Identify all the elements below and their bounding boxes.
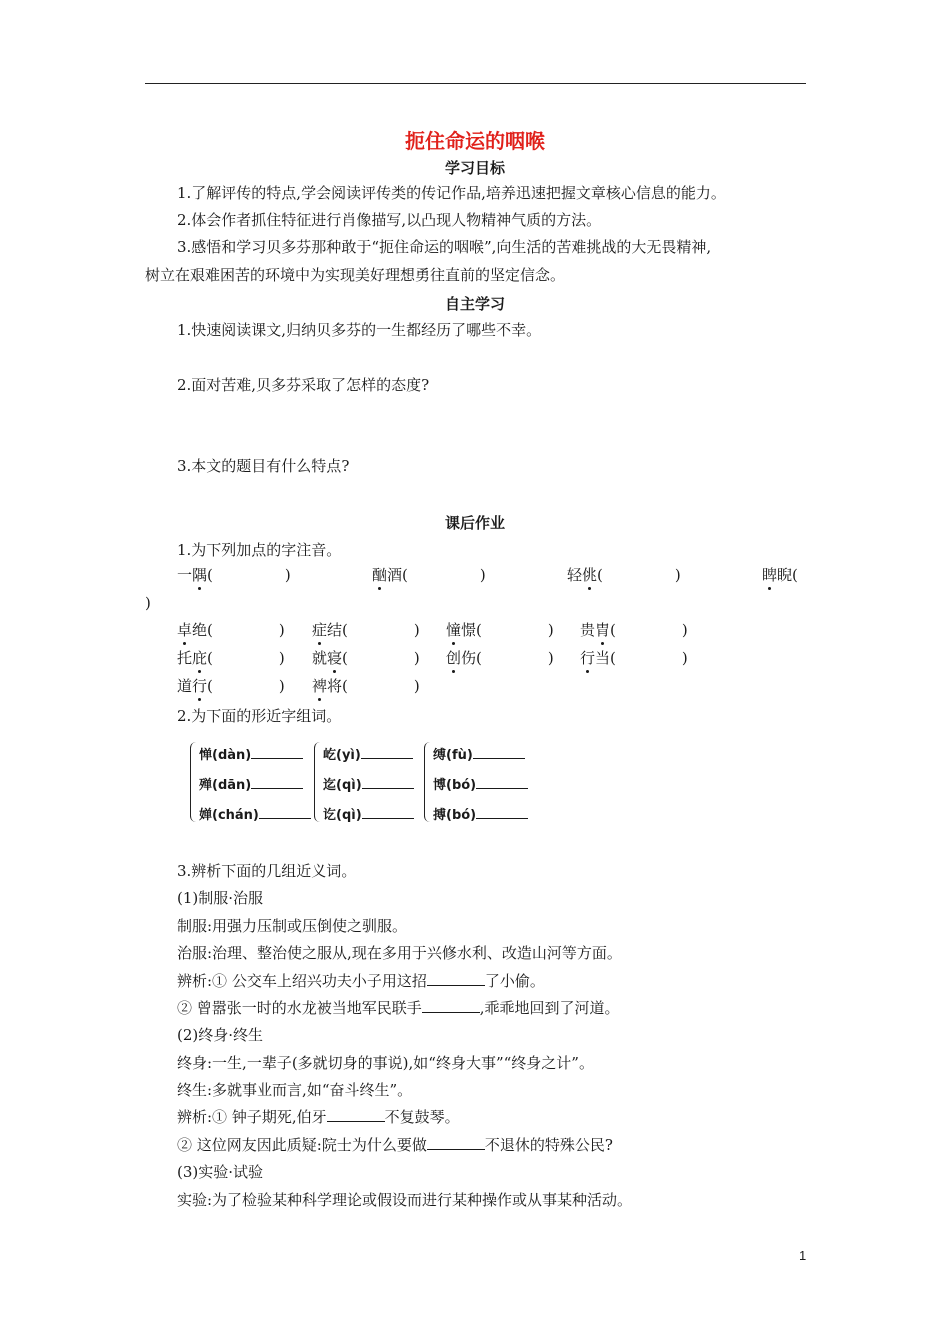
hw-q3: 3.辨析下面的几组近义词。	[177, 862, 357, 880]
goal-3-cont: 树立在艰难困苦的环境中为实现美好理想勇往直前的坚定信念。	[145, 266, 566, 284]
pinyin-item: 裨将( )	[312, 677, 420, 695]
pinyin-item: 憧憬( )	[446, 621, 554, 639]
group-3-item-2: 博(bó)	[433, 774, 528, 793]
group-2-example-2: ② 这位网友因此质疑:院士为什么要做 不退休的特殊公民?	[177, 1136, 613, 1154]
group-1-example-1: 辨析:① 公交车上绍兴功夫小子用这招 了小偷。	[177, 972, 545, 990]
pinyin-item-close: )	[145, 594, 151, 612]
pinyin-item: 睥睨(	[762, 566, 798, 584]
group-2-def-2: 终生:多就事业而言,如“奋斗终生”。	[177, 1081, 413, 1099]
pinyin-item: 道行( )	[177, 677, 285, 695]
hw-q1: 1.为下列加点的字注音。	[177, 541, 342, 559]
page-title: 扼住命运的咽喉	[405, 129, 545, 153]
hw-q2: 2.为下面的形近字组词。	[177, 707, 342, 725]
group-brace	[190, 742, 199, 822]
group-1-title: (1)制服·治服	[177, 889, 264, 907]
pinyin-item: 贵胄( )	[580, 621, 688, 639]
group-2-title: (2)终身·终生	[177, 1026, 264, 1044]
goal-2: 2.体会作者抓住特征进行肖像描写,以凸现人物精神气质的方法。	[177, 211, 602, 229]
group-1-item-2: 殚(dān)	[199, 774, 303, 793]
pinyin-item: 症结( )	[312, 621, 420, 639]
pinyin-item: 行当( )	[580, 649, 688, 667]
pinyin-item: 酗酒( )	[372, 566, 486, 584]
heading-homework: 课后作业	[444, 514, 505, 532]
group-2-example-1: 辨析:① 钟子期死,伯牙 不复鼓琴。	[177, 1108, 460, 1126]
heading-self-study: 自主学习	[444, 295, 505, 313]
pinyin-item: 托庇( )	[177, 649, 285, 667]
group-1-item-3: 婵(chán)	[199, 804, 311, 823]
group-2-item-2: 迄(qì)	[323, 774, 414, 793]
group-3-item-1: 缚(fù)	[433, 744, 525, 763]
group-1-example-2: ② 曾嚣张一时的水龙被当地军民联手 ,乖乖地回到了河道。	[177, 999, 620, 1017]
group-3-def-1: 实验:为了检验某种科学理论或假设而进行某种操作或从事某种活动。	[177, 1191, 633, 1209]
page-number: 1	[799, 1248, 807, 1263]
self-q3: 3.本文的题目有什么特点?	[177, 457, 350, 475]
pinyin-item: 就寝( )	[312, 649, 420, 667]
pinyin-item: 卓绝( )	[177, 621, 285, 639]
group-2-def-1: 终身:一生,一辈子(多就切身的事说),如“终身大事”“终身之计”。	[177, 1054, 594, 1072]
pinyin-item: 轻佻( )	[567, 566, 681, 584]
self-q1: 1.快速阅读课文,归纳贝多芬的一生都经历了哪些不幸。	[177, 321, 542, 339]
goal-1: 1.了解评传的特点,学会阅读评传类的传记作品,培养迅速把握文章核心信息的能力。	[177, 184, 726, 202]
group-3-title: (3)实验·试验	[177, 1163, 264, 1181]
group-1-def-2: 治服:治理、整治使之服从,现在多用于兴修水利、改造山河等方面。	[177, 944, 622, 962]
pinyin-item: 创伤( )	[446, 649, 554, 667]
header-rule	[145, 83, 806, 84]
heading-goals: 学习目标	[444, 159, 505, 177]
group-1-item-1: 惮(dàn)	[199, 744, 303, 763]
goal-3: 3.感悟和学习贝多芬那种敢于“扼住命运的咽喉”,向生活的苦难挑战的大无畏精神,	[177, 238, 712, 256]
group-2-item-3: 讫(qì)	[323, 804, 414, 823]
group-2-item-1: 屹(yì)	[323, 744, 413, 763]
pinyin-item: 一隅( )	[177, 566, 291, 584]
self-q2: 2.面对苦难,贝多芬采取了怎样的态度?	[177, 376, 430, 394]
group-brace	[314, 742, 323, 822]
group-1-def-1: 制服:用强力压制或压倒使之驯服。	[177, 917, 408, 935]
group-brace	[424, 742, 433, 822]
group-3-item-3: 搏(bó)	[433, 804, 528, 823]
